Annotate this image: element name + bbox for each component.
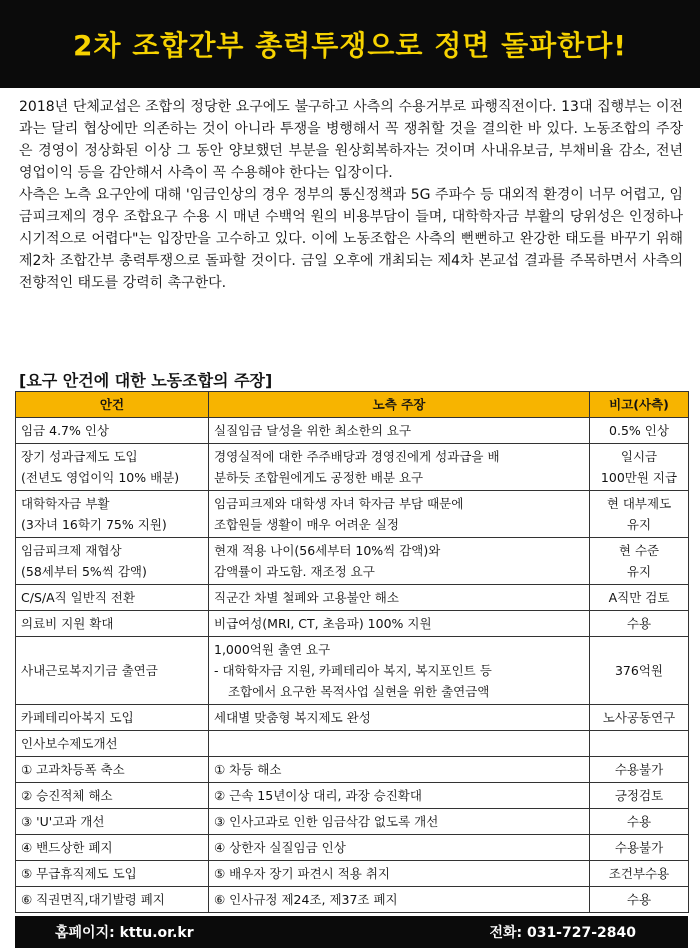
note-text: 수용 [626, 892, 652, 907]
item-text: 카페테리아복지 도입 [21, 710, 134, 725]
title-banner [0, 0, 700, 88]
personnel-row [16, 887, 689, 913]
personnel-row [16, 783, 689, 809]
item-cell [16, 705, 209, 731]
item-text: 대학학자금 부활 [21, 496, 110, 511]
claim-text: 경영실적에 대한 주주배당과 경영진에게 성과급을 배 [214, 449, 500, 464]
table-row [16, 491, 689, 538]
claim-text: 조합원들 생활이 매우 어려운 실정 [214, 517, 399, 532]
header-note: 비고(사측) [590, 392, 689, 418]
table-row [16, 611, 689, 637]
claim-text: ② 근속 15년이상 대리, 과장 승진확대 [214, 788, 422, 803]
item-cell [16, 783, 209, 809]
personnel-row [16, 809, 689, 835]
note-text: 일시금 [620, 449, 658, 464]
note-text: 유지 [626, 517, 652, 532]
header-claim: 노측 주장 [209, 392, 590, 418]
note-cell [590, 444, 689, 491]
claim-text: - 대학학자금 지원, 카페테리아 복지, 복지포인트 등 [214, 663, 492, 678]
page-title: 2차 조합간부 총력투쟁으로 정면 돌파한다! [72, 29, 628, 62]
table-row [16, 585, 689, 611]
body-text [19, 96, 683, 294]
note-cell [590, 418, 689, 444]
item-cell [16, 585, 209, 611]
footer-bar [15, 916, 688, 948]
claim-cell [209, 611, 590, 637]
item-text: ③ 'U'고과 개선 [21, 814, 105, 829]
note-cell [590, 585, 689, 611]
personnel-row [16, 757, 689, 783]
note-text: 현 수준 [618, 543, 660, 558]
item-text: C/S/A직 일반직 전환 [21, 590, 136, 605]
claim-text: 임금피크제와 대학생 자녀 학자금 부담 때문에 [214, 496, 464, 511]
claim-text: 현재 적용 나이(56세부터 10%씩 감액)와 [214, 543, 441, 558]
claim-text: 1,000억원 출연 요구 [214, 642, 331, 657]
claim-cell [209, 491, 590, 538]
table-row [16, 538, 689, 585]
item-cell [16, 538, 209, 585]
personnel-header-row [16, 731, 689, 757]
claim-cell [209, 861, 590, 887]
note-cell [590, 861, 689, 887]
note-cell [590, 887, 689, 913]
note-text: 현 대부제도 [606, 496, 672, 511]
item-subtext: (3자녀 16학기 75% 지원) [21, 517, 167, 532]
claim-text: 직군간 차별 철폐와 고용불안 해소 [214, 590, 399, 605]
table-row [16, 637, 689, 705]
personnel-row [16, 835, 689, 861]
note-text: A직만 검토 [608, 590, 670, 605]
claim-text: ④ 상한자 실질임금 인상 [214, 840, 346, 855]
demands-table [15, 391, 689, 913]
claim-cell [209, 444, 590, 491]
note-cell [590, 637, 689, 705]
note-text: 유지 [626, 564, 652, 579]
item-text: ⑥ 직권면직,대기발령 폐지 [21, 892, 165, 907]
claim-cell [209, 757, 590, 783]
claim-cell [209, 835, 590, 861]
note-cell [590, 783, 689, 809]
item-cell [16, 418, 209, 444]
personnel-row [16, 861, 689, 887]
item-text: 임금 4.7% 인상 [21, 423, 110, 438]
note-text: 노사공동연구 [602, 710, 676, 725]
claim-cell [209, 585, 590, 611]
item-subtext: (58세부터 5%씩 감액) [21, 564, 147, 579]
item-cell [16, 491, 209, 538]
claim-text: 조합에서 요구한 목적사업 실현을 위한 출연금액 [228, 684, 490, 699]
item-text: ① 고과차등폭 축소 [21, 762, 125, 777]
claim-cell [209, 783, 590, 809]
note-text: 수용불가 [614, 840, 664, 855]
claim-text: 실질임금 달성을 위한 최소한의 요구 [214, 423, 412, 438]
personnel-header: 인사보수제도개선 [21, 736, 118, 751]
claim-text: 세대별 맞춤형 복지제도 완성 [214, 710, 371, 725]
item-cell [16, 835, 209, 861]
item-cell [16, 757, 209, 783]
item-cell [16, 611, 209, 637]
paragraph-1: 2018년 단체교섭은 조합의 정당한 요구에도 불구하고 사측의 수용거부로 파행직전이다. 13대 집행부는 이전과는 달리 협상에만 의존하는 것이 아니라 투쟁을 병행해서 꼭 쟁취할 것을 결의한 바 있다. 노동조합의 주장은 경영이 정상화된 이상 그 동안 양보했던 부분을 원상회복하자는 것이며 사내유보금, 부채비율 감소, 전년 영업이익 등을 감안해서 사측이 꼭 수용해야 한다는 입장이다. [19, 99, 683, 181]
note-text: 100만원 지급 [600, 470, 678, 485]
item-text: ② 승진적체 해소 [21, 788, 113, 803]
note-text: 조건부수용 [608, 866, 670, 881]
item-text: ④ 밴드상한 폐지 [21, 840, 113, 855]
claim-cell [209, 887, 590, 913]
item-text: 의료비 지원 확대 [21, 616, 114, 631]
item-text: 사내근로복지기금 출연금 [21, 663, 158, 678]
item-text: 장기 성과급제도 도입 [21, 449, 138, 464]
note-cell [590, 757, 689, 783]
note-text: 수용 [626, 814, 652, 829]
claim-text: ① 차등 해소 [214, 762, 282, 777]
table-row [16, 705, 689, 731]
item-cell [16, 861, 209, 887]
note-text: 376억원 [614, 663, 663, 678]
claim-cell [209, 418, 590, 444]
note-cell [590, 611, 689, 637]
note-text: 수용불가 [614, 762, 664, 777]
item-text: 임금피크제 재협상 [21, 543, 122, 558]
claim-text: 분하듯 조합원에게도 공정한 배분 요구 [214, 470, 424, 485]
item-cell [16, 444, 209, 491]
claim-cell [209, 809, 590, 835]
table-row [16, 418, 689, 444]
claim-cell [209, 705, 590, 731]
note-cell [590, 491, 689, 538]
item-subtext: (전년도 영업이익 10% 배분) [21, 470, 180, 485]
header-item: 안건 [16, 392, 209, 418]
paragraph-2: 사측은 노측 요구안에 대해 '임금인상의 경우 정부의 통신정책과 5G 주파수 등 대외적 환경이 너무 어렵고, 임금피크제의 경우 조합요구 수용 시 매년 수백억 원의 비용부담이 들며, 대학학자금 부활의 당위성은 인정하나 시기적으로 어렵다"는 입장만을 고수하고 있다. 이에 노동조합은 사측의 뻔뻔하고 완강한 태도를 바꾸기 위해 제2차 조합간부 총력투쟁으로 돌파할 것이다. 금일 오후에 개최되는 제4차 본교섭 결과를 주목하면서 사측의 전향적인 태도를 강력히 촉구한다. [19, 187, 683, 291]
homepage-link[interactable]: 홈페이지: kttu.or.kr [55, 925, 194, 941]
section-title: [요구 안건에 대한 노동조합의 주장] [19, 371, 273, 390]
claim-text: 비급여성(MRI, CT, 초음파) 100% 지원 [214, 616, 432, 631]
claim-text: ⑥ 인사규정 제24조, 제37조 폐지 [214, 892, 398, 907]
item-cell [16, 887, 209, 913]
item-cell [16, 809, 209, 835]
note-text: 수용 [626, 616, 652, 631]
claim-text: ③ 인사고과로 인한 임금삭감 없도록 개선 [214, 814, 439, 829]
table-row [16, 444, 689, 491]
claim-text: 감액률이 과도함. 재조정 요구 [214, 564, 375, 579]
phone-number: 전화: 031-727-2840 [489, 925, 636, 941]
claim-cell [209, 538, 590, 585]
item-cell [16, 637, 209, 705]
note-cell [590, 705, 689, 731]
note-text: 긍정검토 [614, 788, 664, 803]
note-cell [590, 809, 689, 835]
personnel-header-cell [16, 731, 209, 757]
table-header-row [16, 392, 689, 418]
claim-cell [209, 637, 590, 705]
note-text: 0.5% 인상 [609, 423, 669, 438]
claim-text: ⑤ 배우자 장기 파견시 적용 취지 [214, 866, 390, 881]
note-cell [590, 835, 689, 861]
note-cell [590, 538, 689, 585]
item-text: ⑤ 무급휴직제도 도입 [21, 866, 137, 881]
